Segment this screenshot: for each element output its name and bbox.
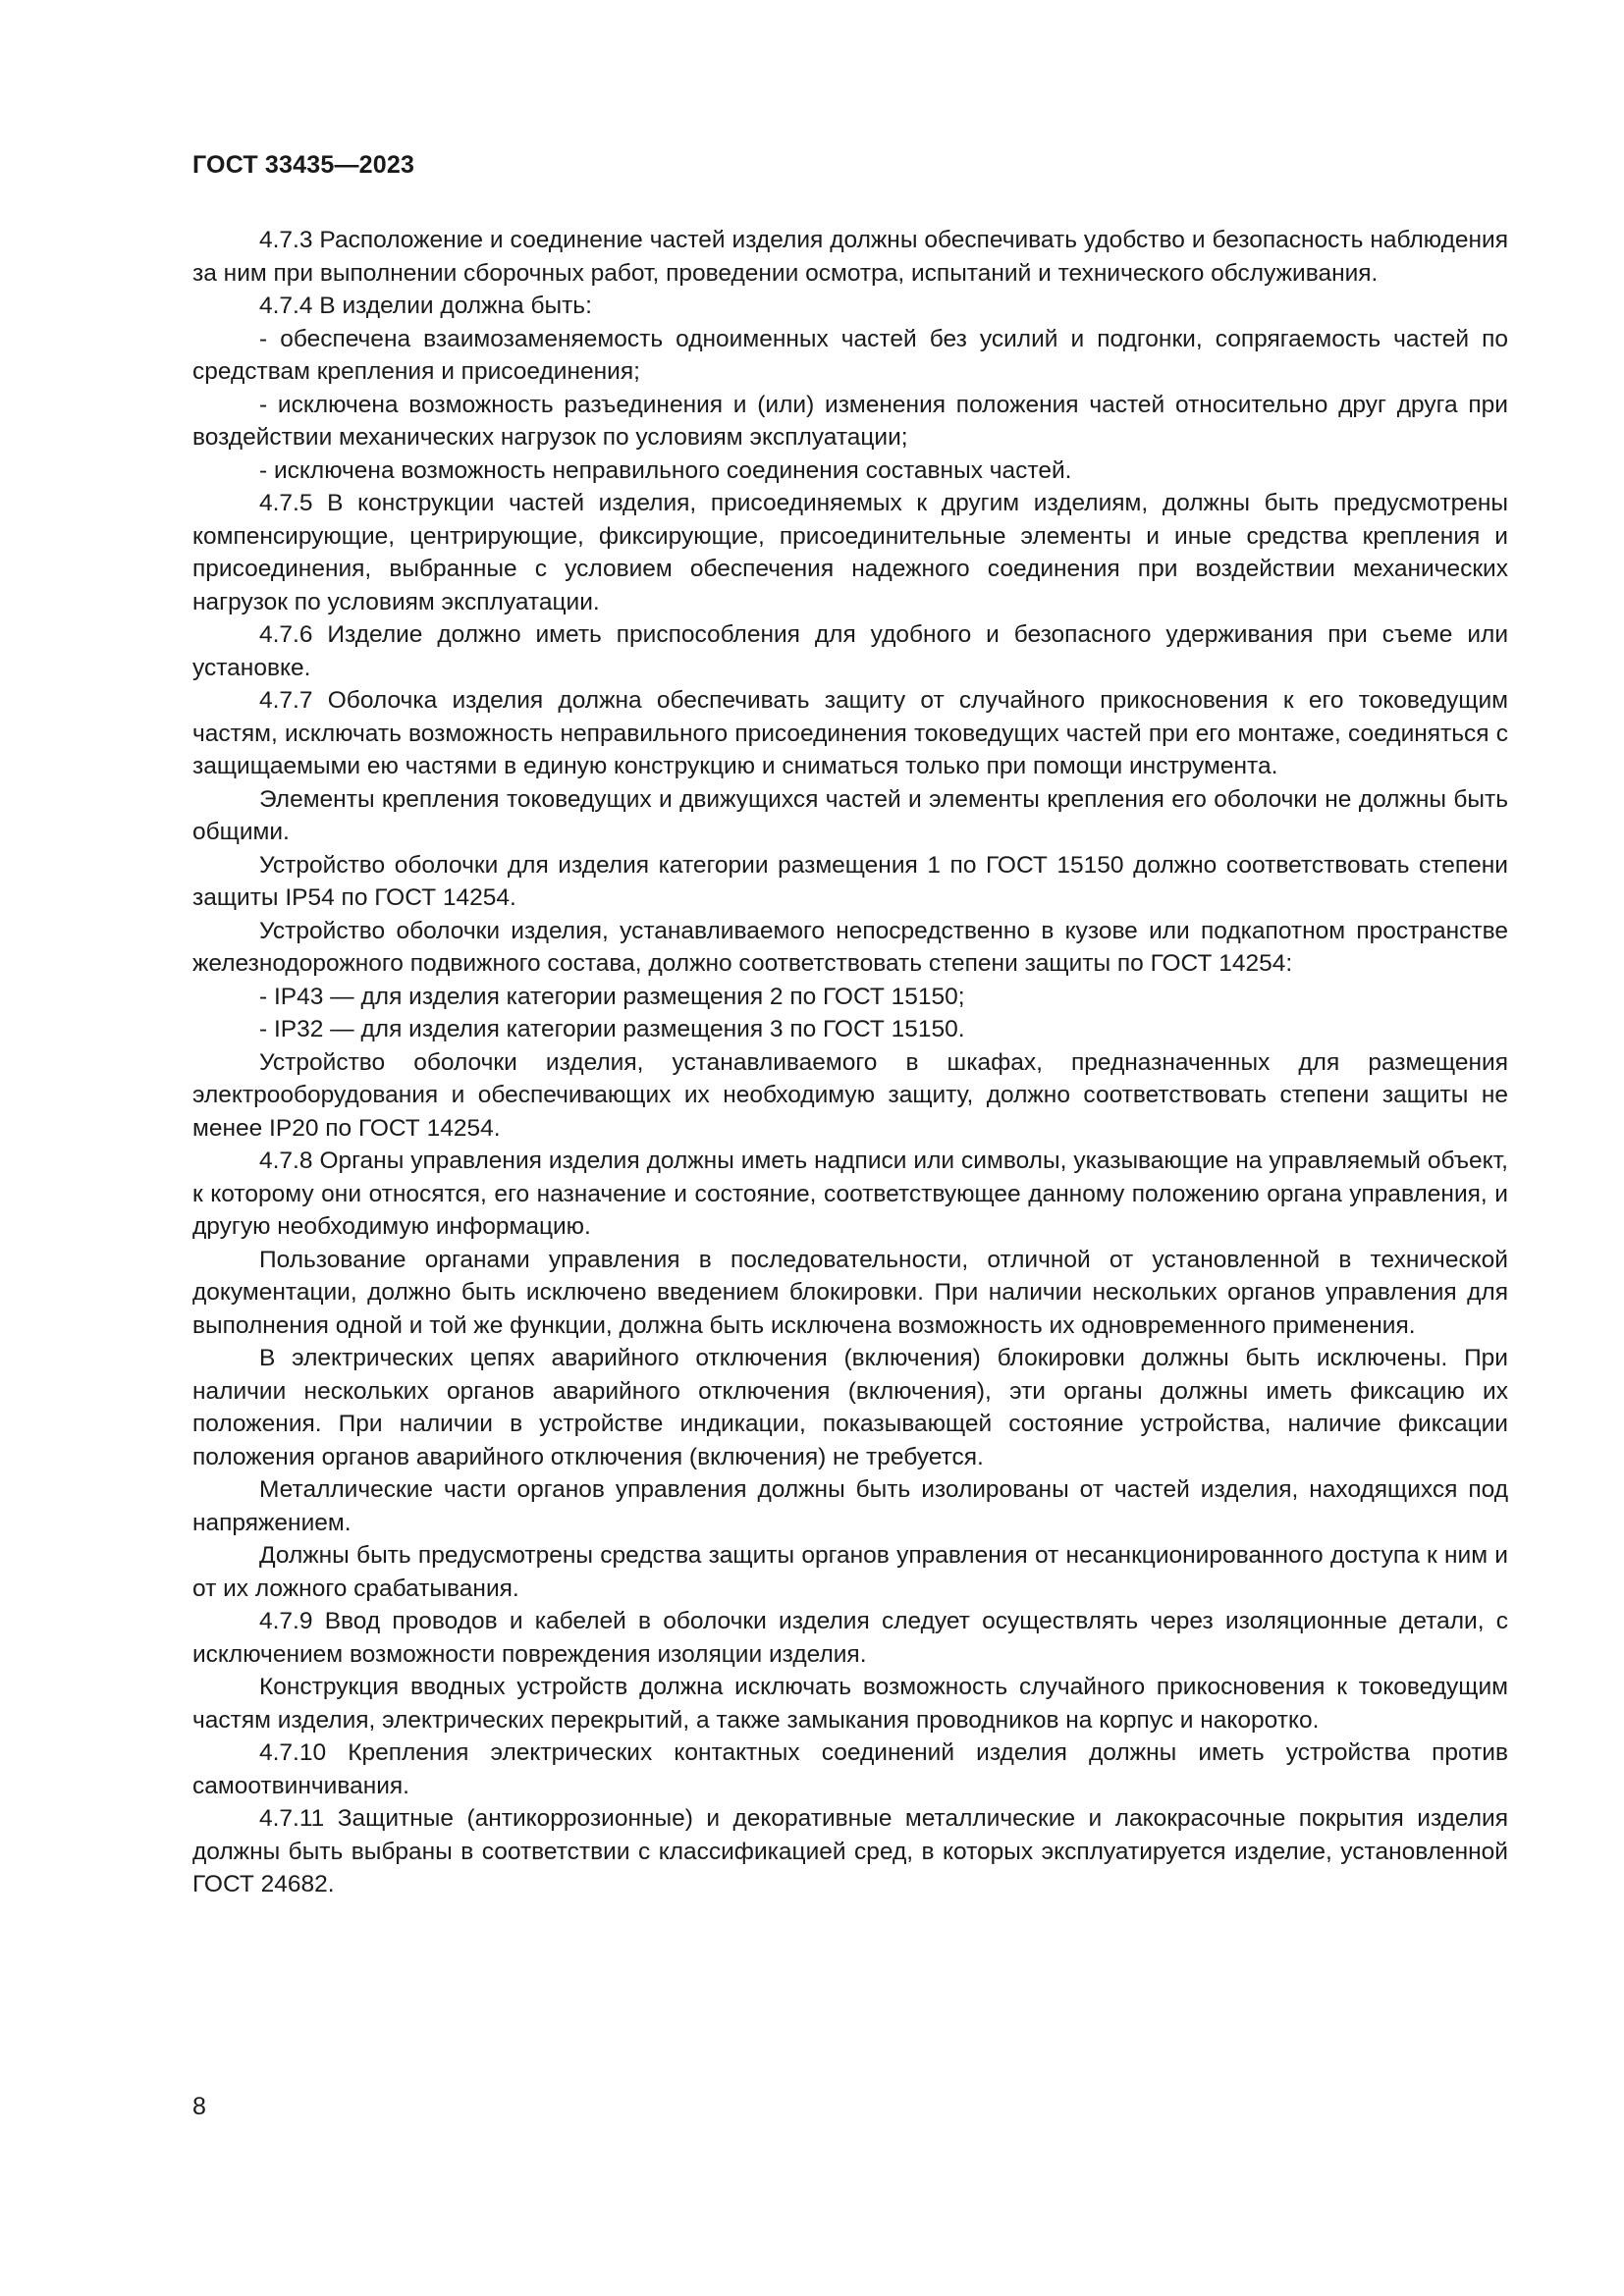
paragraph: 4.7.6 Изделие должно иметь приспособления для удобного и безопасного удерживания при съеме или установке. [192,621,1508,681]
list-item: - обеспечена взаимозаменяемость одноименных частей без усилий и подгонки, сопрягаемость частей по средствам крепления и присоединения; [192,325,1508,385]
list-item: - исключена возможность неправильного соединения составных частей. [259,456,1072,484]
paragraph: 4.7.9 Ввод проводов и кабелей в оболочки изделия следует осуществлять через изоляционные детали, с исключением возможности повреждения изоляции изделия. [192,1608,1508,1668]
paragraph: 4.7.4 В изделии должна быть: [259,293,592,319]
paragraph: Элементы крепления токоведущих и движущихся частей и элементы крепления его оболочки не должны быть общими. [192,785,1508,845]
paragraph: 4.7.3 Расположение и соединение частей изделия должны обеспечивать удобство и безопасность наблюдения за ним при выполнении сборочных работ, проведении осмотра, испытаний и технического обслуживания. [192,227,1508,287]
list-item: - IP43 — для изделия категории размещения 2 по ГОСТ 15150; [259,983,965,1010]
paragraph: Устройство оболочки изделия, устанавливаемого в шкафах, предназначенных для размещения электрооборудования и обеспечивающих их необходимую защиту, должно соответствовать степени защиты не менее IP20 по ГОСТ 14254. [192,1048,1508,1142]
paragraph: Должны быть предусмотрены средства защиты органов управления от несанкционированного доступа к ним и от их ложного срабатывания. [192,1542,1508,1602]
paragraph: 4.7.7 Оболочка изделия должна обеспечивать защиту от случайного прикосновения к его токоведущим частям, исключать возможность неправильного присоединения токоведущих частей при его монтаже, соединяться с защищаемыми ею частями в единую конструкцию и сниматься только при помощи инструмента. [192,687,1508,779]
paragraph: 4.7.10 Крепления электрических контактных соединений изделия должны иметь устройства против самоотвинчивания. [192,1739,1508,1799]
paragraph: Устройство оболочки для изделия категории размещения 1 по ГОСТ 15150 должно соответствовать степени защиты IP54 по ГОСТ 14254. [192,851,1508,911]
document-body [192,224,1508,1901]
paragraph: 4.7.5 В конструкции частей изделия, присоединяемых к другим изделиям, должны быть предусмотрены компенсирующие, центрирующие, фиксирующие, присоединительные элементы и иные средства крепления и присоединения, выбранные с условием обеспечения надежного соединения при воздействии механических нагрузок по условиям эксплуатации. [192,490,1508,615]
paragraph: Пользование органами управления в последовательности, отличной от установленной в технической документации, должно быть исключено введением блокировки. При наличии нескольких органов управления для выполнения одной и той же функции, должна быть исключена возможность их одновременного применения. [192,1246,1508,1339]
page-number: 8 [192,2093,206,2120]
paragraph: В электрических цепях аварийного отключения (включения) блокировки должны быть исключены. При наличии нескольких органов аварийного отключения (включения), эти органы должны иметь фиксацию их положения. При наличии в устройстве индикации, показывающей состояние устройства, наличие фиксации положения органов аварийного отключения (включения) не требуется. [192,1345,1508,1470]
list-item: - исключена возможность разъединения и (или) изменения положения частей относительно друг друга при воздействии механических нагрузок по условиям эксплуатации; [192,391,1508,451]
paragraph: 4.7.11 Защитные (антикоррозионные) и декоративные металлические и лакокрасочные покрытия изделия должны быть выбраны в соответствии с классификацией сред, в которых эксплуатируется изделие, установленной ГОСТ 24682. [192,1805,1508,1897]
paragraph: Устройство оболочки изделия, устанавливаемого непосредственно в кузове или подкапотном пространстве железнодорожного подвижного состава, должно соответствовать степени защиты по ГОСТ 14254: [192,917,1508,977]
paragraph: Конструкция вводных устройств должна исключать возможность случайного прикосновения к токоведущим частям изделия, электрических перекрытий, а также замыкания проводников на корпус и накоротко. [192,1674,1508,1734]
paragraph: Металлические части органов управления должны быть изолированы от частей изделия, находящихся под напряжением. [192,1476,1508,1536]
paragraph: 4.7.8 Органы управления изделия должны иметь надписи или символы, указывающие на управляемый объект, к которому они относятся, его назначение и состояние, соответствующее данному положению органа управления, и другую необходимую информацию. [192,1148,1508,1240]
list-item: - IP32 — для изделия категории размещения 3 по ГОСТ 15150. [259,1016,965,1042]
document-header: ГОСТ 33435—2023 [192,151,415,179]
